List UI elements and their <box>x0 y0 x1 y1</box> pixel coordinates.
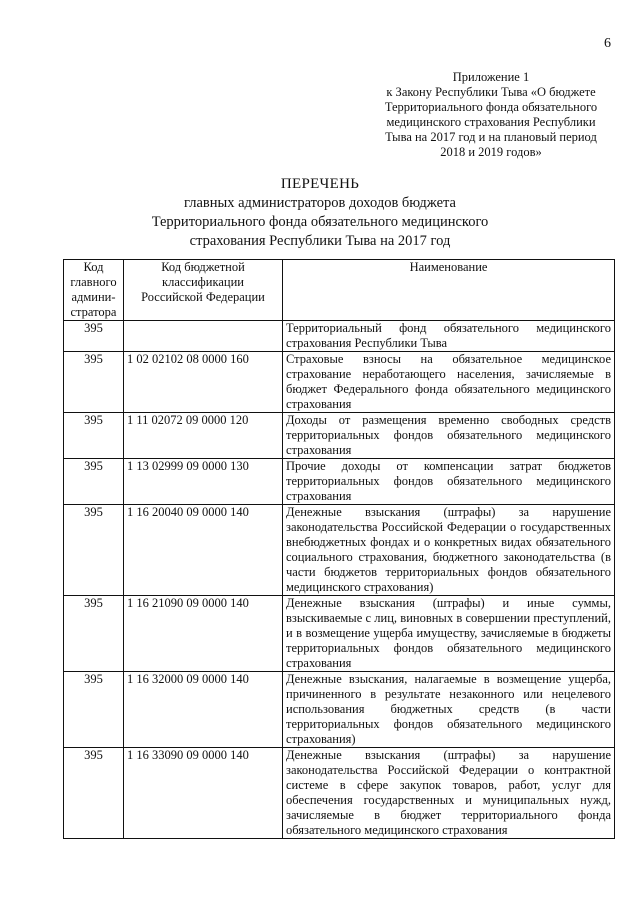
cell-admin-code: 395 <box>64 505 124 596</box>
page-number: 6 <box>604 36 611 51</box>
table-header-row <box>64 260 615 321</box>
cell-budget-code: 1 16 20040 09 0000 140 <box>124 505 283 596</box>
cell-admin-code: 395 <box>64 748 124 839</box>
cell-admin-code: 395 <box>64 672 124 748</box>
header-line: главного <box>70 275 117 289</box>
appendix-line: медицинского страхования Республики <box>386 115 596 129</box>
header-line: Код бюджетной <box>161 260 245 274</box>
title-subline: Территориального фонда обязательного медицинского <box>151 214 489 230</box>
cell-budget-code: 1 16 33090 09 0000 140 <box>124 748 283 839</box>
table-row <box>64 596 615 672</box>
table-row <box>64 352 615 413</box>
cell-admin-code: 395 <box>64 413 124 459</box>
header-line: Наименование <box>409 260 488 274</box>
title-main: ПЕРЕЧЕНЬ <box>280 176 360 192</box>
appendix-header <box>376 70 606 160</box>
cell-name: Страховые взносы на обязательное медицинское страхование неработающего населения, зачисляемые в бюджет Федерального фонда обязательного медицинского страхования <box>283 352 615 413</box>
cell-admin-code: 395 <box>64 352 124 413</box>
administrators-table <box>63 259 615 839</box>
table-row <box>64 459 615 505</box>
title-subline: страхования Республики Тыва на 2017 год <box>189 233 451 249</box>
cell-name: Денежные взыскания (штрафы) за нарушение законодательства Российской Федерации о контрактной системе в сфере закупок товаров, работ, услуг для обеспечения государственных и муниципальных нужд, зачисляемые в бюджет территориального фонда обязательного медицинского страхования <box>283 748 615 839</box>
title-subline: главных администраторов доходов бюджета <box>184 195 456 211</box>
appendix-line: к Закону Республики Тыва «О бюджете <box>386 85 596 99</box>
cell-budget-code: 1 02 02102 08 0000 160 <box>124 352 283 413</box>
header-budget-code <box>124 260 283 321</box>
cell-budget-code: 1 13 02999 09 0000 130 <box>124 459 283 505</box>
table-row <box>64 413 615 459</box>
appendix-line: Территориального фонда обязательного <box>384 100 598 114</box>
cell-admin-code: 395 <box>64 459 124 505</box>
header-name <box>283 260 615 321</box>
cell-name: Прочие доходы от компенсации затрат бюджетов территориальных фондов обязательного медицинского страхования <box>283 459 615 505</box>
cell-budget-code: 1 16 21090 09 0000 140 <box>124 596 283 672</box>
table-row <box>64 321 615 352</box>
header-line: стратора <box>70 305 117 319</box>
header-line: классификации <box>162 275 244 289</box>
document-title <box>110 175 530 251</box>
table-row <box>64 748 615 839</box>
appendix-line: Тыва на 2017 год и на плановый период <box>385 130 597 144</box>
header-line: админи- <box>71 290 116 304</box>
cell-name: Территориальный фонд обязательного медицинского страхования Республики Тыва <box>283 321 615 352</box>
header-admin-code <box>64 260 124 321</box>
cell-budget-code: 1 11 02072 09 0000 120 <box>124 413 283 459</box>
appendix-line: 2018 и 2019 годов» <box>440 145 542 159</box>
cell-admin-code: 395 <box>64 321 124 352</box>
cell-name: Денежные взыскания (штрафы) и иные суммы, взыскиваемые с лиц, виновных в совершении преступлений, и в возмещение ущерба имуществу, зачисляемые в бюджеты территориальных фондов обязательного медицинского страхования <box>283 596 615 672</box>
cell-budget-code <box>124 321 283 352</box>
cell-name: Доходы от размещения временно свободных средств территориальных фондов обязательного медицинского страхования <box>283 413 615 459</box>
cell-admin-code: 395 <box>64 596 124 672</box>
header-line: Код <box>83 260 104 274</box>
cell-name: Денежные взыскания, налагаемые в возмещение ущерба, причиненного в результате незаконного или нецелевого использования бюджетных средств (в части территориальных фондов обязательного медицинского страхования) <box>283 672 615 748</box>
table-row <box>64 672 615 748</box>
appendix-line: Приложение 1 <box>452 70 530 84</box>
cell-name: Денежные взыскания (штрафы) за нарушение законодательства Российской Федерации о государственных внебюджетных фондах и о конкретных видах обязательного социального страхования, бюджетного законодательства (в части бюджетов территориальных фондов обязательного медицинского страхования) <box>283 505 615 596</box>
cell-budget-code: 1 16 32000 09 0000 140 <box>124 672 283 748</box>
header-line: Российской Федерации <box>141 290 265 304</box>
table-row <box>64 505 615 596</box>
